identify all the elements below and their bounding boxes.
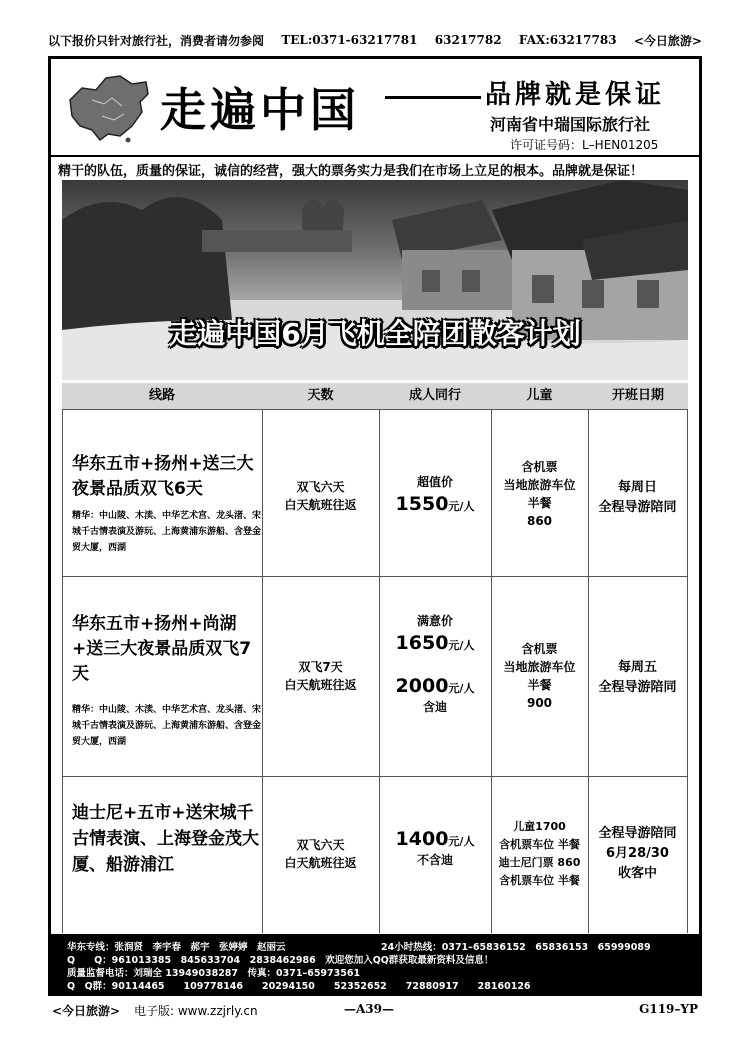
china-map-icon bbox=[62, 70, 152, 144]
sales-contacts: 华东专线：张润贤 李宇春 郝宇 张婷婷 赵丽云 bbox=[67, 942, 286, 953]
banner-title: 走遍中国6月飞机全陪团散客计划 bbox=[169, 317, 581, 350]
grid-line bbox=[687, 409, 688, 933]
child-line: 含机票车位 半餐 bbox=[499, 874, 580, 887]
route-title: 华东五市+扬州+送三大夜景品质双飞6天 bbox=[72, 454, 254, 499]
col-header-schedule: 开班日期 bbox=[611, 388, 664, 403]
child-price: 860 bbox=[526, 514, 553, 528]
schedule-text: 收客中 bbox=[617, 866, 657, 881]
price-value: 1400 bbox=[395, 828, 449, 850]
grid-line bbox=[62, 576, 688, 577]
route-title: 华东五市+扬州+尚湖+送三大夜景品质双飞7天 bbox=[72, 614, 252, 684]
hotline: 24小时热线：0371–65836152 65836153 65999089 bbox=[381, 942, 651, 953]
price-value: 1550 bbox=[395, 493, 449, 515]
brand-slogan: 品牌就是保证 bbox=[485, 80, 666, 110]
days-text: 双飞六天 bbox=[296, 480, 345, 494]
schedule-cell bbox=[588, 824, 687, 884]
child-line: 含机票 bbox=[521, 460, 558, 474]
route-highlights: 精华：中山陵、木渎、中华艺术宫、龙头渚、宋城千古情表演及游玩、上海黄浦东游船、含登金贸大厦，西湖 bbox=[72, 511, 262, 553]
child-line: 含机票车位 半餐 bbox=[499, 838, 580, 851]
child-line: 半餐 bbox=[527, 496, 552, 510]
contact-footer bbox=[51, 934, 699, 993]
notice-text: 以下报价只针对旅行社，消费者请勿参阅 bbox=[48, 33, 265, 48]
grid-line bbox=[62, 409, 63, 933]
motto-text: 精干的队伍，质量的保证，诚信的经营，强大的票务实力是我们在市场上立足的根本。品牌就是保证！ bbox=[58, 164, 644, 179]
col-header-days: 天数 bbox=[307, 388, 334, 403]
qq-numbers: Q Q：961013385 845633704 2838462986 欢迎您加入QQ群获取最新资料及信息！ bbox=[67, 955, 494, 966]
child-line: 半餐 bbox=[527, 678, 552, 692]
child-line: 迪士尼门票 860 bbox=[498, 856, 581, 869]
child-price: 900 bbox=[526, 696, 553, 710]
quality-hotline: 质量监督电话：刘瑞全 13949038287 传真：0371–65973561 bbox=[67, 968, 361, 979]
website-text[interactable]: 电子版: www.zzjrly.cn bbox=[134, 1004, 258, 1018]
agency-name: 河南省中瑞国际旅行社 bbox=[490, 115, 651, 134]
header-divider bbox=[51, 155, 699, 157]
table-header bbox=[62, 383, 688, 409]
price-label: 满意价 bbox=[416, 614, 453, 628]
col-header-child: 儿童 bbox=[526, 388, 553, 403]
child-line: 儿童1700 bbox=[513, 820, 566, 833]
price-value: 1650 bbox=[395, 632, 449, 654]
tel2-text: 63217782 bbox=[434, 33, 502, 47]
bottom-bar bbox=[48, 1002, 702, 1022]
price-unit: 元/人 bbox=[448, 639, 475, 652]
flight-text: 白天航班往返 bbox=[284, 856, 357, 870]
publication-name: <今日旅游> bbox=[633, 33, 702, 48]
price-value-2: 2000 bbox=[395, 675, 449, 697]
child-line: 当地旅游车位 bbox=[503, 478, 576, 492]
page-number: —A39— bbox=[344, 1002, 395, 1016]
col-header-adult-price: 成人同行 bbox=[408, 388, 461, 403]
col-header-route: 线路 bbox=[148, 388, 175, 403]
fax-text: FAX:63217783 bbox=[518, 33, 617, 47]
days-cell bbox=[262, 658, 379, 694]
price-cell bbox=[379, 830, 491, 869]
child-cell bbox=[491, 458, 588, 530]
days-text: 双飞六天 bbox=[296, 838, 345, 852]
grid-line bbox=[62, 409, 688, 410]
flight-text: 白天航班往返 bbox=[284, 678, 357, 692]
price-unit: 元/人 bbox=[448, 500, 475, 513]
child-line: 含机票 bbox=[521, 642, 558, 656]
schedule-cell bbox=[588, 658, 687, 698]
brand-name: 走遍中国 bbox=[160, 83, 360, 137]
flight-text: 白天航班往返 bbox=[284, 498, 357, 512]
price-cell bbox=[379, 612, 491, 716]
price-cell bbox=[379, 473, 491, 516]
schedule-text: 6月28/30 bbox=[606, 846, 669, 861]
child-cell bbox=[491, 640, 588, 712]
schedule-text: 全程导游陪同 bbox=[598, 826, 677, 841]
child-line: 当地旅游车位 bbox=[503, 660, 576, 674]
tel-text: TEL:0371-63217781 bbox=[281, 33, 418, 47]
price-unit: 元/人 bbox=[448, 835, 475, 848]
route-highlights: 精华：中山陵、木渎、中华艺术宫、龙头渚、宋城千古情表演及游玩、上海黄浦东游船、含登金贸大厦，西湖 bbox=[72, 705, 262, 747]
schedule-text: 全程导游陪同 bbox=[598, 680, 677, 695]
qq-groups: Q Q群：90114465 109778146 20294150 52352652 72880917 28160126 bbox=[67, 981, 531, 992]
price-note: 不含迪 bbox=[416, 853, 453, 867]
price-note: 含迪 bbox=[422, 700, 447, 714]
brand-divider bbox=[385, 96, 481, 99]
price-unit: 元/人 bbox=[448, 682, 475, 695]
child-cell bbox=[491, 818, 588, 890]
grid-line bbox=[62, 776, 688, 777]
days-cell bbox=[262, 478, 379, 514]
license-number: 许可证号码：L–HEN01205 bbox=[510, 138, 659, 152]
days-cell bbox=[262, 836, 379, 872]
schedule-text: 每周日 bbox=[617, 480, 657, 495]
schedule-cell bbox=[588, 478, 687, 518]
days-text: 双飞7天 bbox=[298, 660, 343, 674]
top-info-bar bbox=[48, 30, 702, 50]
publication-name: <今日旅游> bbox=[52, 1004, 121, 1018]
schedule-text: 每周五 bbox=[617, 660, 657, 675]
schedule-text: 全程导游陪同 bbox=[598, 500, 677, 515]
issue-code: G119–YP bbox=[639, 1002, 698, 1016]
price-label: 超值价 bbox=[416, 475, 453, 489]
route-title: 迪士尼+五市+送宋城千古情表演、上海登金茂大厦、船游浦江 bbox=[72, 803, 259, 875]
